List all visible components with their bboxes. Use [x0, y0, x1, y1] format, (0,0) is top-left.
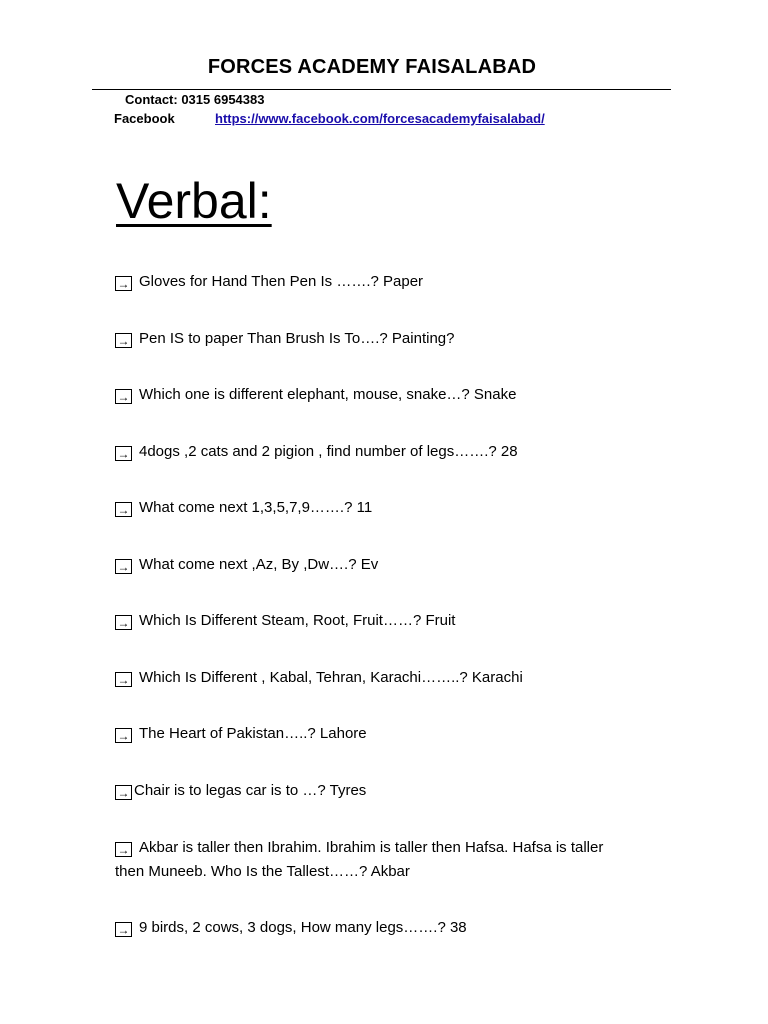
list-item	[115, 779, 635, 803]
list-item	[115, 553, 635, 577]
question-text: 4dogs ,2 cats and 2 pigion , find number of legs…….? 28	[139, 443, 518, 460]
question-text: Which Is Different , Kabal, Tehran, Karachi……..? Karachi	[139, 669, 523, 686]
list-item	[115, 440, 635, 464]
question-text: What come next ,Az, By ,Dw….? Ev	[139, 556, 379, 573]
arrow-icon: →	[115, 785, 132, 800]
facebook-line	[114, 111, 714, 126]
arrow-icon: →	[115, 502, 132, 517]
question-text: Gloves for Hand Then Pen Is …….? Paper	[139, 273, 424, 290]
list-item	[115, 383, 635, 407]
facebook-label: Facebook	[114, 111, 175, 126]
list-item	[115, 836, 635, 884]
arrow-icon: →	[115, 446, 132, 461]
list-item	[115, 722, 635, 746]
list-item	[115, 609, 635, 633]
arrow-icon: →	[115, 922, 132, 937]
question-text: Which Is Different Steam, Root, Fruit……? Fruit	[139, 612, 456, 629]
list-item	[115, 270, 635, 294]
arrow-icon: →	[115, 615, 132, 630]
list-item	[115, 327, 635, 351]
header-divider	[92, 89, 671, 90]
question-text: The Heart of Pakistan…..? Lahore	[139, 725, 367, 742]
arrow-icon: →	[115, 728, 132, 743]
list-item	[115, 666, 635, 690]
arrow-icon: →	[115, 842, 132, 857]
question-text: What come next 1,3,5,7,9…….? 11	[139, 499, 373, 516]
arrow-icon: →	[115, 333, 132, 348]
arrow-icon: →	[115, 276, 132, 291]
question-text: Akbar is taller then Ibrahim. Ibrahim is taller then Hafsa. Hafsa is taller then Muneeb. Who Is the Tallest……? Akbar	[115, 839, 604, 880]
arrow-icon: →	[115, 559, 132, 574]
question-text: 9 birds, 2 cows, 3 dogs, How many legs…….? 38	[139, 919, 467, 936]
facebook-link[interactable]: https://www.facebook.com/forcesacademyfaisalabad/	[215, 111, 545, 126]
academy-title: FORCES ACADEMY FAISALABAD	[207, 56, 537, 78]
contact-line: Contact: 0315 6954383	[125, 92, 265, 107]
list-item	[115, 916, 635, 940]
arrow-icon: →	[115, 672, 132, 687]
arrow-icon: →	[115, 389, 132, 404]
question-text: Which one is different elephant, mouse, snake…? Snake	[139, 386, 517, 403]
list-item	[115, 496, 635, 520]
question-text: Pen IS to paper Than Brush Is To….? Painting?	[139, 330, 455, 347]
section-heading: Verbal:	[116, 173, 272, 229]
question-text: Chair is to legas car is to …? Tyres	[134, 782, 367, 799]
